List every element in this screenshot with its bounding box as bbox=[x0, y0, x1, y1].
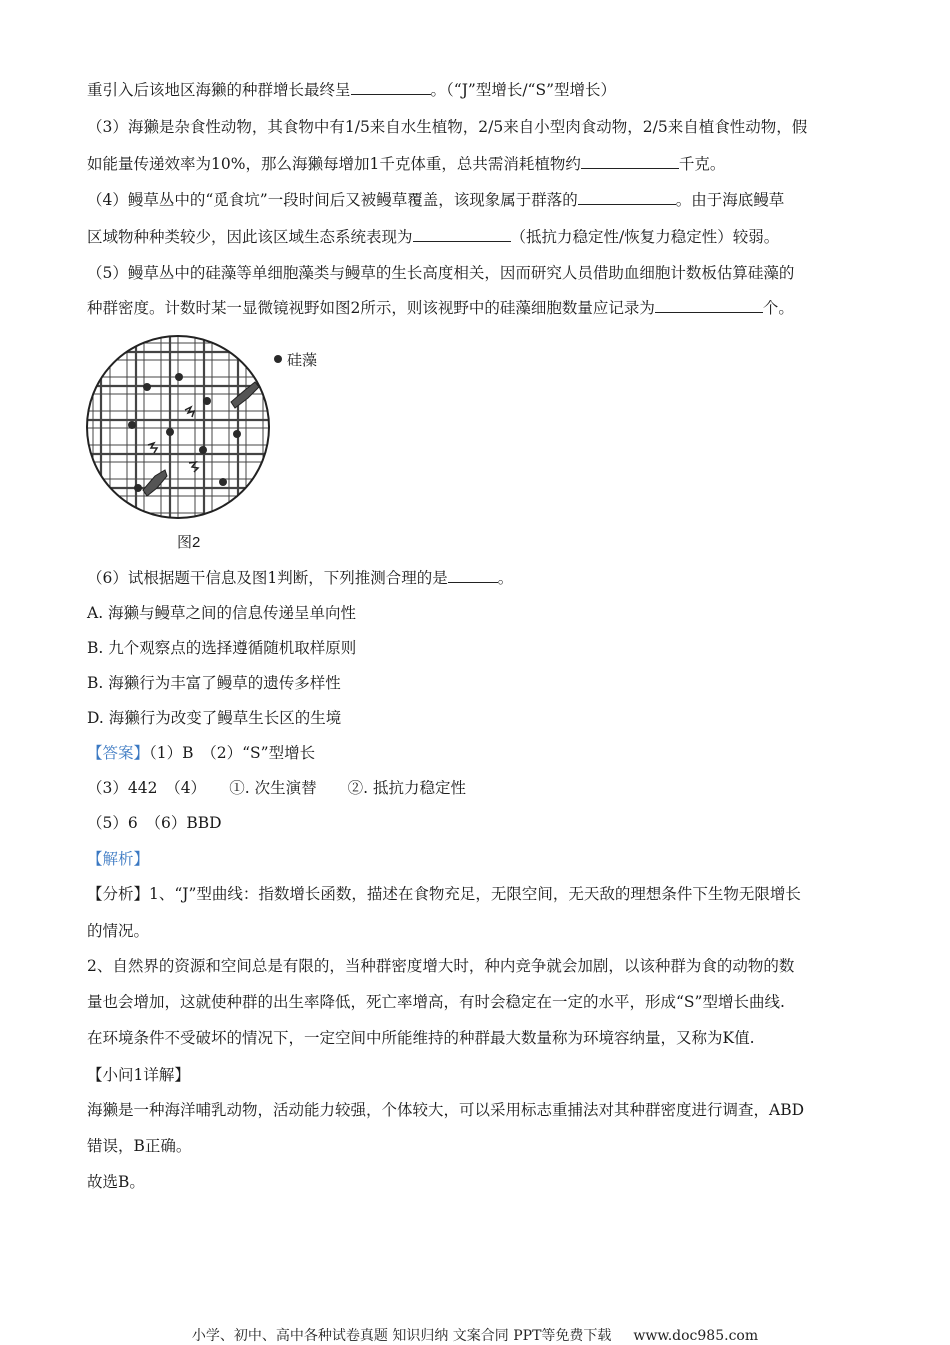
answer-blank-q4-1[interactable] bbox=[578, 190, 676, 205]
q6-stem bbox=[87, 568, 513, 588]
answer-blank-q6[interactable] bbox=[448, 568, 498, 583]
q6-text: （6）试根据题干信息及图1判断，下列推测合理的是 bbox=[87, 569, 448, 587]
q6-option-d: D. 海獭行为改变了鳗草生长区的生境 bbox=[87, 709, 342, 727]
page-footer bbox=[0, 1325, 950, 1345]
q6-option-a: A. 海獭与鳗草之间的信息传递呈单向性 bbox=[87, 604, 357, 622]
q4-line-2 bbox=[87, 227, 779, 247]
answer-blank-q3[interactable] bbox=[581, 154, 679, 169]
q4-text-3: 区域物种种类较少，因此该区域生态系统表现为 bbox=[87, 228, 413, 246]
q5-line-2 bbox=[87, 298, 794, 318]
q2-text: 重引入后该地区海獭的种群增长最终呈 bbox=[87, 81, 351, 99]
analysis-p2-line-2: 量也会增加，这就使种群的出生率降低，死亡率增高，有时会稳定在一定的水平，形成“S”型增长曲线. bbox=[87, 993, 785, 1011]
q5-unit: 个。 bbox=[762, 299, 794, 317]
answer-1-2: （1）B （2）“S”型增长 bbox=[149, 744, 316, 762]
q3-text: 如能量传递效率为10%，那么海獭每增加1千克体重，总共需消耗植物约 bbox=[87, 155, 581, 173]
answer-line-2: （3）442 （4） ①. 次生演替 ②. 抵抗力稳定性 bbox=[87, 779, 467, 797]
analysis-p1-line-1: 【分析】1、“J”型曲线：指数增长函数，描述在食物充足，无限空间，无天敌的理想条件下生物无限增长 bbox=[87, 885, 801, 903]
legend-dot bbox=[274, 355, 282, 363]
answer-blank-q4-2[interactable] bbox=[413, 227, 511, 242]
analysis-p2-line-3: 在环境条件不受破坏的情况下，一定空间中所能维持的种群最大数量称为环境容纳量，又称为K值. bbox=[87, 1029, 755, 1047]
q5-text: 种群密度。计数时某一显微镜视野如图2所示，则该视野中的硅藻细胞数量应记录为 bbox=[87, 299, 655, 317]
analysis-tag: 【解析】 bbox=[87, 850, 150, 868]
q5-line-1: （5）鳗草丛中的硅藻等单细胞藻类与鳗草的生长高度相关，因而研究人员借助血细胞计数板估算硅藻的 bbox=[87, 264, 795, 282]
microscope-figure bbox=[85, 330, 345, 555]
answer-blank-q5[interactable] bbox=[655, 298, 763, 313]
q2-options: 。（“J”型增长/“S”型增长） bbox=[430, 81, 617, 99]
detail-line-3: 故选B。 bbox=[87, 1173, 145, 1191]
q4-text-2: 。由于海底鳗草 bbox=[675, 191, 785, 209]
q6-option-c: B. 海獭行为丰富了鳗草的遗传多样性 bbox=[87, 674, 341, 692]
answer-tag: 【答案】 bbox=[87, 744, 150, 762]
q3-unit: 千克。 bbox=[678, 155, 726, 173]
q6-end: 。 bbox=[497, 569, 514, 587]
q2-continuation bbox=[87, 80, 616, 100]
q4-text-4: （抵抗力稳定性/恢复力稳定性）较弱。 bbox=[510, 228, 780, 246]
footer-text: 小学、初中、高中各种试卷真题 知识归纳 文案合同 PPT等免费下载 bbox=[191, 1328, 612, 1344]
microscope-field-svg bbox=[85, 330, 345, 555]
q4-text-1: （4）鳗草丛中的“觅食坑”一段时间后又被鳗草覆盖，该现象属于群落的 bbox=[87, 191, 578, 209]
footer-site-link[interactable]: www.doc985.com bbox=[633, 1328, 759, 1344]
analysis-p2-line-1: 2、自然界的资源和空间总是有限的，当种群密度增大时，种内竞争就会加剧，以该种群为食的动物的数 bbox=[87, 957, 795, 975]
q3-line-1: （3）海獭是杂食性动物，其食物中有1/5来自水生植物，2/5来自小型肉食动物，2/5来自植食性动物，假 bbox=[87, 118, 808, 136]
answer-line-3: （5）6 （6）BBD bbox=[87, 814, 222, 832]
q4-line-1 bbox=[87, 190, 784, 210]
q3-line-2 bbox=[87, 154, 725, 174]
q6-option-b: B. 九个观察点的选择遵循随机取样原则 bbox=[87, 639, 357, 657]
answer-line-1 bbox=[87, 743, 315, 763]
answer-blank-q2[interactable] bbox=[351, 80, 431, 95]
detail-line-1: 海獭是一种海洋哺乳动物，活动能力较强，个体较大，可以采用标志重捕法对其种群密度进行调查，ABD bbox=[87, 1101, 805, 1119]
figure-caption: 图2 bbox=[177, 534, 201, 551]
legend-label: 硅藻 bbox=[287, 352, 318, 369]
analysis-p1-line-2: 的情况。 bbox=[87, 922, 150, 940]
detail-line-2: 错误，B正确。 bbox=[87, 1137, 192, 1155]
subquestion-1-heading: 【小问1详解】 bbox=[87, 1066, 190, 1084]
